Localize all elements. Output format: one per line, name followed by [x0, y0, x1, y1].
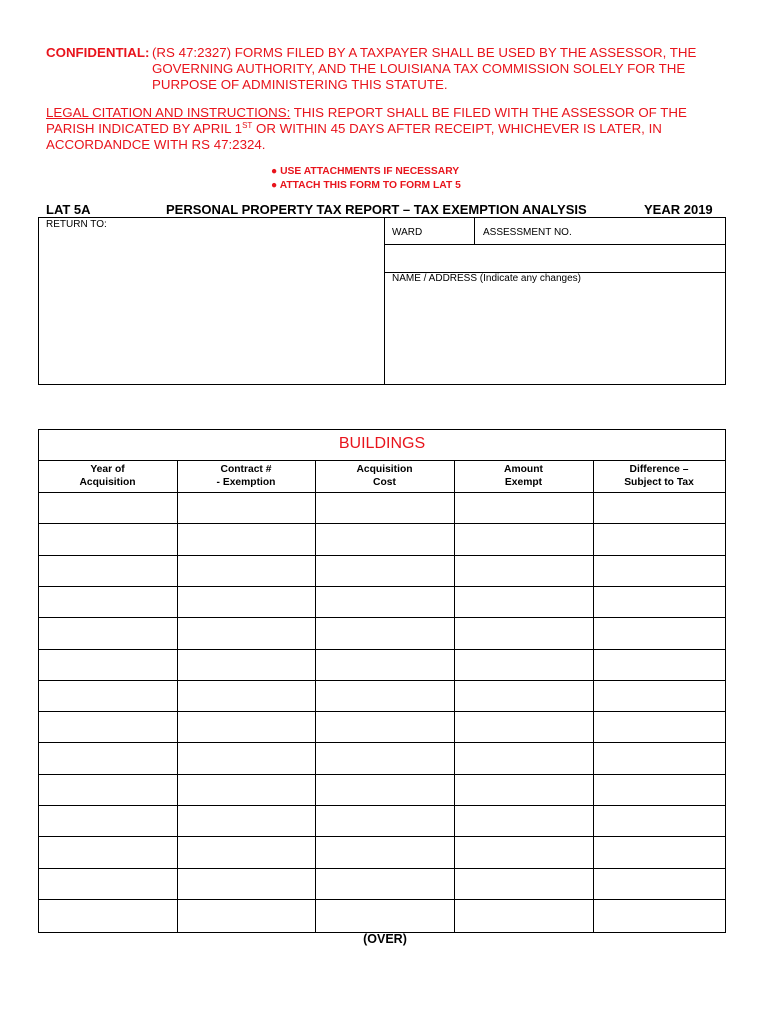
table-cell[interactable]	[39, 493, 177, 523]
table-cell[interactable]	[316, 618, 454, 648]
table-cell[interactable]	[316, 837, 454, 867]
table-cell[interactable]	[594, 587, 725, 617]
table-cell[interactable]	[455, 806, 593, 836]
table-cell[interactable]	[178, 587, 315, 617]
table-cell[interactable]	[39, 712, 177, 742]
bullet-attach-form: ● ATTACH THIS FORM TO FORM LAT 5	[271, 180, 461, 191]
column-header	[454, 463, 593, 489]
table-cell[interactable]	[316, 587, 454, 617]
form-header	[46, 202, 713, 218]
legal-superscript: ST	[242, 121, 253, 130]
column-header-line: - Exemption	[216, 477, 276, 488]
legal-citation	[46, 105, 736, 153]
table-cell[interactable]	[316, 869, 454, 899]
form-year: YEAR 2019	[644, 202, 713, 217]
table-cell[interactable]	[455, 712, 593, 742]
table-cell[interactable]	[594, 775, 725, 805]
table-cell[interactable]	[316, 556, 454, 586]
bullet-attachments: ● USE ATTACHMENTS IF NECESSARY	[271, 166, 460, 177]
header-top-line	[38, 460, 726, 461]
table-cell[interactable]	[178, 775, 315, 805]
column-header-line: Year of	[90, 464, 125, 475]
column-header-line: Acquisition	[79, 477, 136, 488]
name-address-field[interactable]	[385, 288, 725, 384]
table-cell[interactable]	[455, 587, 593, 617]
column-header-line: Subject to Tax	[624, 477, 694, 488]
table-cell[interactable]	[316, 493, 454, 523]
name-address-label: NAME / ADDRESS (Indicate any changes)	[392, 273, 581, 284]
assessment-no-label: ASSESSMENT NO.	[483, 227, 572, 238]
column-header-line: Acquisition	[356, 464, 413, 475]
column-header	[38, 463, 177, 489]
table-cell[interactable]	[455, 869, 593, 899]
table-cell[interactable]	[178, 618, 315, 648]
blank-info-field[interactable]	[385, 245, 725, 272]
ward-label: WARD	[392, 227, 423, 238]
table-cell[interactable]	[594, 493, 725, 523]
table-cell[interactable]	[39, 681, 177, 711]
table-cell[interactable]	[39, 587, 177, 617]
table-cell[interactable]	[455, 524, 593, 554]
table-cell[interactable]	[178, 900, 315, 930]
column-header	[177, 463, 315, 489]
table-cell[interactable]	[178, 712, 315, 742]
table-cell[interactable]	[594, 869, 725, 899]
table-cell[interactable]	[594, 556, 725, 586]
table-cell[interactable]	[594, 743, 725, 773]
table-cell[interactable]	[178, 556, 315, 586]
table-cell[interactable]	[316, 712, 454, 742]
over-label: (OVER)	[363, 932, 407, 946]
table-cell[interactable]	[178, 837, 315, 867]
table-cell[interactable]	[39, 775, 177, 805]
table-cell[interactable]	[455, 493, 593, 523]
column-header-line: Contract #	[220, 464, 272, 475]
return-to-field[interactable]	[39, 232, 383, 384]
table-cell[interactable]	[455, 618, 593, 648]
table-cell[interactable]	[178, 743, 315, 773]
buildings-title: BUILDINGS	[338, 435, 426, 452]
assessment-no-field[interactable]	[475, 218, 725, 244]
table-cell[interactable]	[39, 869, 177, 899]
table-cell[interactable]	[316, 900, 454, 930]
table-cell[interactable]	[39, 900, 177, 930]
column-header-line: Amount	[504, 464, 543, 475]
table-cell[interactable]	[594, 618, 725, 648]
table-cell[interactable]	[594, 806, 725, 836]
table-cell[interactable]	[178, 524, 315, 554]
table-cell[interactable]	[316, 650, 454, 680]
table-cell[interactable]	[316, 775, 454, 805]
form-title: PERSONAL PROPERTY TAX REPORT – TAX EXEMPTION ANALYSIS	[166, 202, 587, 217]
legal-text-part1: THIS REPORT SHALL BE FILED WITH THE ASSESSOR OF THE PARISH INDICATED BY APRIL 1	[46, 105, 687, 136]
table-cell[interactable]	[455, 837, 593, 867]
ward-field[interactable]	[385, 218, 474, 244]
table-cell[interactable]	[178, 806, 315, 836]
legal-text-part2: OR WITHIN 45 DAYS AFTER RECEIPT, WHICHEVER IS LATER, IN ACCORDANDCE WITH RS 47:2324.	[46, 121, 662, 152]
table-cell[interactable]	[594, 524, 725, 554]
confidential-text: (RS 47:2327) FORMS FILED BY A TAXPAYER SHALL BE USED BY THE ASSESSOR, THE GOVERNING AUTHORITY, AND THE LOUISIANA TAX COMMISSION SOLELY FOR THE PURPOSE OF ADMINISTERING THIS STATUTE.	[152, 45, 697, 92]
table-cell[interactable]	[455, 650, 593, 680]
table-cell[interactable]	[39, 806, 177, 836]
table-cell[interactable]	[455, 775, 593, 805]
confidential-label: CONFIDENTIAL:	[46, 45, 150, 60]
table-cell[interactable]	[39, 837, 177, 867]
table-cell[interactable]	[594, 681, 725, 711]
column-header	[593, 463, 725, 489]
column-header-line: Difference –	[629, 464, 689, 475]
table-cell[interactable]	[39, 743, 177, 773]
table-cell[interactable]	[316, 806, 454, 836]
table-cell[interactable]	[455, 743, 593, 773]
table-cell[interactable]	[178, 869, 315, 899]
table-cell[interactable]	[594, 900, 725, 930]
table-cell[interactable]	[39, 524, 177, 554]
table-cell[interactable]	[316, 681, 454, 711]
table-cell[interactable]	[39, 650, 177, 680]
table-cell[interactable]	[455, 681, 593, 711]
table-cell[interactable]	[178, 650, 315, 680]
table-cell[interactable]	[39, 618, 177, 648]
table-cell[interactable]	[316, 524, 454, 554]
table-cell[interactable]	[594, 712, 725, 742]
instruction-bullets	[271, 165, 461, 193]
column-header-line: Exempt	[504, 477, 543, 488]
legal-label: LEGAL CITATION AND INSTRUCTIONS:	[46, 105, 291, 120]
table-cell[interactable]	[455, 556, 593, 586]
form-id: LAT 5A	[46, 202, 91, 217]
confidential-notice	[46, 45, 726, 93]
table-cell[interactable]	[178, 493, 315, 523]
column-header	[315, 463, 454, 489]
table-cell[interactable]	[594, 837, 725, 867]
column-header-line: Cost	[373, 477, 396, 488]
table-cell[interactable]	[39, 556, 177, 586]
table-cell[interactable]	[178, 681, 315, 711]
table-cell[interactable]	[594, 650, 725, 680]
return-to-label: RETURN TO:	[46, 219, 107, 230]
table-cell[interactable]	[455, 900, 593, 930]
table-cell[interactable]	[316, 743, 454, 773]
